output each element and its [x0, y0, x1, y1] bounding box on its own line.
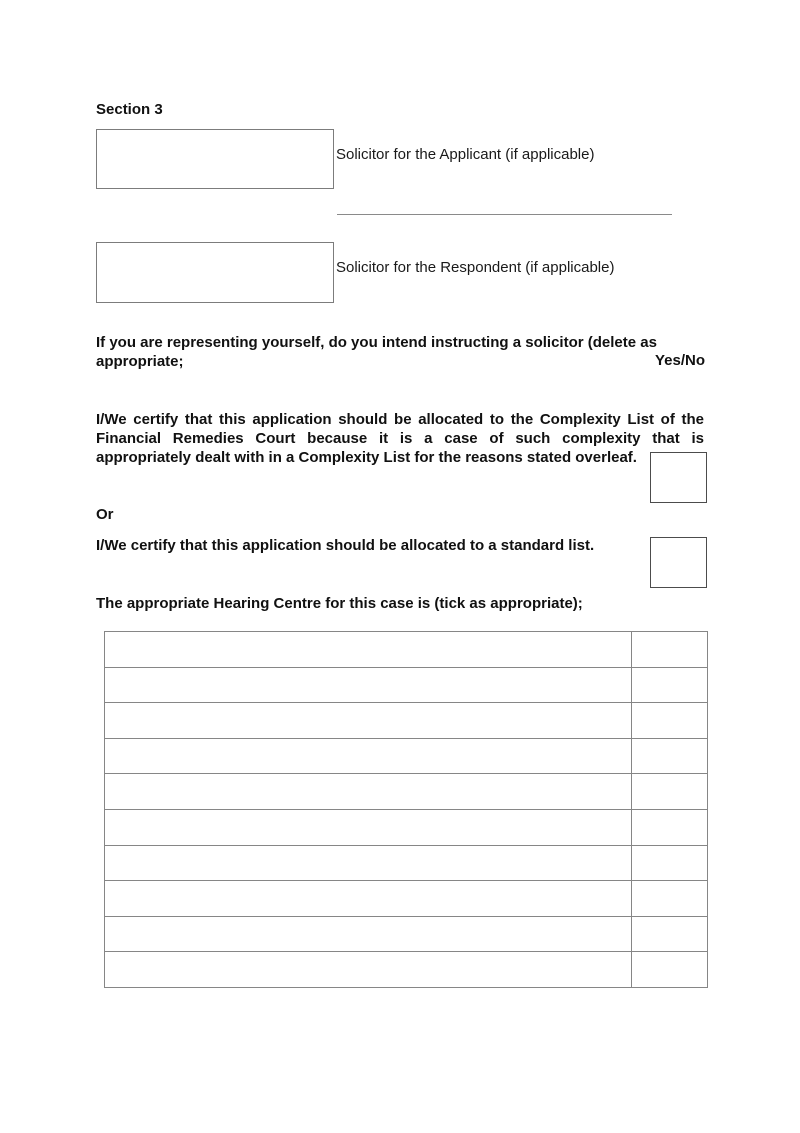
hearing-centre-cell[interactable]	[105, 881, 632, 917]
table-row	[105, 809, 708, 845]
applicant-solicitor-box[interactable]	[96, 129, 334, 189]
tick-cell[interactable]	[632, 845, 708, 881]
table-row	[105, 845, 708, 881]
yes-no-answer[interactable]: Yes/No	[655, 352, 706, 369]
blank-answer-line[interactable]	[337, 214, 672, 215]
hearing-centre-table	[104, 631, 708, 988]
or-label: Or	[96, 506, 114, 523]
hearing-centre-cell[interactable]	[105, 632, 632, 668]
hearing-centre-cell[interactable]	[105, 845, 632, 881]
hearing-centre-cell[interactable]	[105, 809, 632, 845]
table-row	[105, 952, 708, 988]
hearing-centre-cell[interactable]	[105, 774, 632, 810]
tick-cell[interactable]	[632, 881, 708, 917]
complexity-checkbox[interactable]	[650, 452, 707, 503]
table-row	[105, 632, 708, 668]
section-title: Section 3	[96, 101, 163, 118]
applicant-solicitor-label: Solicitor for the Applicant (if applicable)	[336, 146, 595, 163]
tick-cell[interactable]	[632, 774, 708, 810]
hearing-centre-cell[interactable]	[105, 916, 632, 952]
hearing-centre-cell[interactable]	[105, 738, 632, 774]
tick-cell[interactable]	[632, 632, 708, 668]
tick-cell[interactable]	[632, 809, 708, 845]
table-row	[105, 738, 708, 774]
hearing-centre-cell[interactable]	[105, 952, 632, 988]
standard-list-certification-text: I/We certify that this application should be allocated to a standard list.	[96, 537, 595, 554]
tick-cell[interactable]	[632, 916, 708, 952]
hearing-centre-prompt: The appropriate Hearing Centre for this case is (tick as appropriate);	[96, 595, 583, 612]
table-row	[105, 916, 708, 952]
hearing-centre-cell[interactable]	[105, 667, 632, 703]
tick-cell[interactable]	[632, 738, 708, 774]
tick-cell[interactable]	[632, 667, 708, 703]
complexity-certification-text: I/We certify that this application should be allocated to the Complexity List of the Financial Remedies Court because it is a case of such complexity that is appropriately dealt with in a Complexity List for the reasons stated overleaf.	[96, 411, 704, 466]
table-row	[105, 774, 708, 810]
table-row	[105, 881, 708, 917]
self-representation-question: If you are representing yourself, do you intend instructing a solicitor (delete as appropriate;	[96, 334, 657, 370]
table-row	[105, 703, 708, 739]
respondent-solicitor-label: Solicitor for the Respondent (if applicable)	[336, 259, 615, 276]
table-row	[105, 667, 708, 703]
respondent-solicitor-box[interactable]	[96, 242, 334, 303]
hearing-centre-cell[interactable]	[105, 703, 632, 739]
standard-list-checkbox[interactable]	[650, 537, 707, 588]
tick-cell[interactable]	[632, 703, 708, 739]
tick-cell[interactable]	[632, 952, 708, 988]
